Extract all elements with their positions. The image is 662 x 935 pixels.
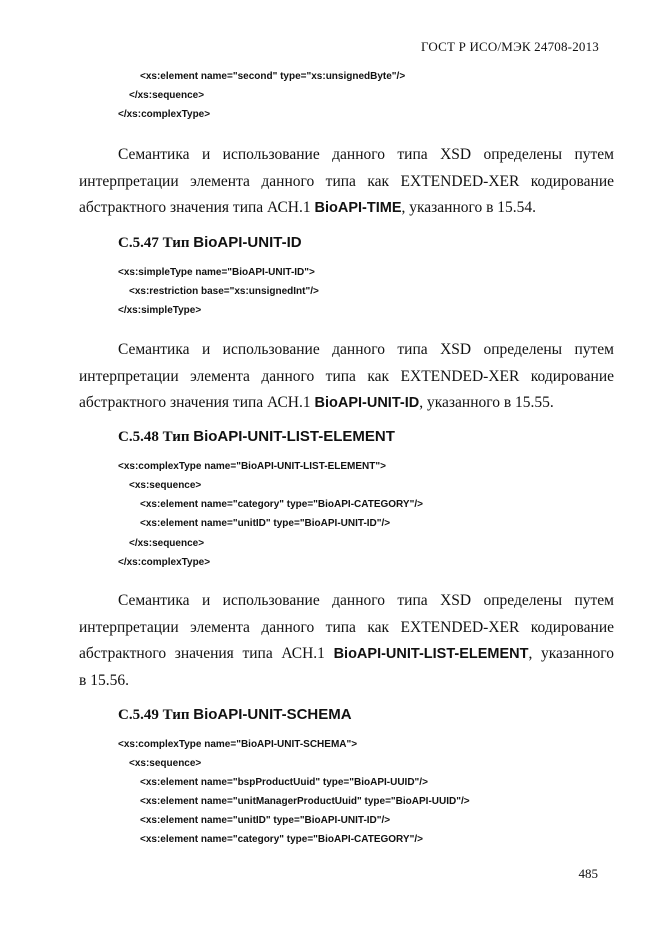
text: абстрактного значения типа АСН.1	[79, 199, 315, 216]
code-line: <xs:sequence>	[129, 758, 202, 769]
section-heading	[118, 428, 395, 446]
code-line: <xs:sequence>	[129, 480, 202, 491]
paragraph-line: интерпретации элемента данного типа как EXTENDED-XER кодирование	[79, 368, 614, 385]
code-line: <xs:simpleType name="BioAPI-UNIT-ID">	[118, 267, 315, 278]
code-line: <xs:element name="unitManagerProductUuid" type="BioAPI-UUID"/>	[140, 796, 470, 807]
type-name: BioAPI-UNIT-LIST-ELEMENT	[333, 646, 529, 662]
paragraph-line: интерпретации элемента данного типа как EXTENDED-XER кодирование	[79, 619, 614, 636]
text: , указанного в 15.54.	[401, 199, 537, 216]
code-line: <xs:complexType name="BioAPI-UNIT-LIST-ELEMENT">	[118, 461, 386, 472]
code-line: </xs:sequence>	[129, 538, 205, 549]
section-number: С.5.49 Тип	[118, 707, 194, 723]
page-number: 485	[578, 866, 598, 881]
section-type-name: BioAPI-UNIT-SCHEMA	[193, 706, 352, 723]
type-name: BioAPI-TIME	[314, 200, 402, 216]
section-type-name: BioAPI-UNIT-ID	[193, 234, 302, 251]
code-line: <xs:element name="category" type="BioAPI-CATEGORY"/>	[140, 499, 423, 510]
code-line: <xs:element name="second" type="xs:unsignedByte"/>	[140, 71, 406, 82]
code-line: <xs:restriction base="xs:unsignedInt"/>	[129, 286, 319, 297]
code-line: <xs:element name="category" type="BioAPI-CATEGORY"/>	[140, 834, 423, 845]
text: абстрактного значения типа АСН.1	[79, 645, 334, 662]
type-name: BioAPI-UNIT-ID	[314, 395, 420, 411]
section-number: С.5.48 Тип	[118, 429, 194, 445]
text: , указанного в 15.55.	[419, 394, 554, 411]
code-line: <xs:complexType name="BioAPI-UNIT-SCHEMA">	[118, 739, 358, 750]
code-line: </xs:simpleType>	[118, 305, 202, 316]
section-heading	[118, 234, 302, 252]
section-number: С.5.47 Тип	[118, 235, 194, 251]
section-heading	[118, 706, 352, 724]
code-line: <xs:element name="unitID" type="BioAPI-UNIT-ID"/>	[140, 518, 391, 529]
code-line: <xs:element name="unitID" type="BioAPI-UNIT-ID"/>	[140, 815, 391, 826]
code-line: <xs:element name="bspProductUuid" type="BioAPI-UUID"/>	[140, 777, 428, 788]
paragraph-line	[79, 645, 614, 663]
paragraph-line	[79, 394, 614, 412]
text: абстрактного значения типа АСН.1	[79, 394, 315, 411]
document-header: ГОСТ Р ИСО/МЭК 24708-2013	[420, 39, 599, 54]
paragraph-line	[79, 199, 614, 217]
section-type-name: BioAPI-UNIT-LIST-ELEMENT	[193, 428, 395, 445]
paragraph-line: Семантика и использование данного типа XSD определены путем	[118, 592, 614, 609]
text: , указанного	[528, 645, 615, 662]
paragraph-line: Семантика и использование данного типа XSD определены путем	[118, 146, 614, 163]
paragraph-line: интерпретации элемента данного типа как EXTENDED-XER кодирование	[79, 173, 614, 190]
paragraph-line: в 15.56.	[79, 672, 129, 689]
code-line: </xs:sequence>	[129, 90, 205, 101]
code-line: </xs:complexType>	[118, 557, 211, 568]
code-line: </xs:complexType>	[118, 109, 211, 120]
paragraph-line: Семантика и использование данного типа XSD определены путем	[118, 341, 614, 358]
